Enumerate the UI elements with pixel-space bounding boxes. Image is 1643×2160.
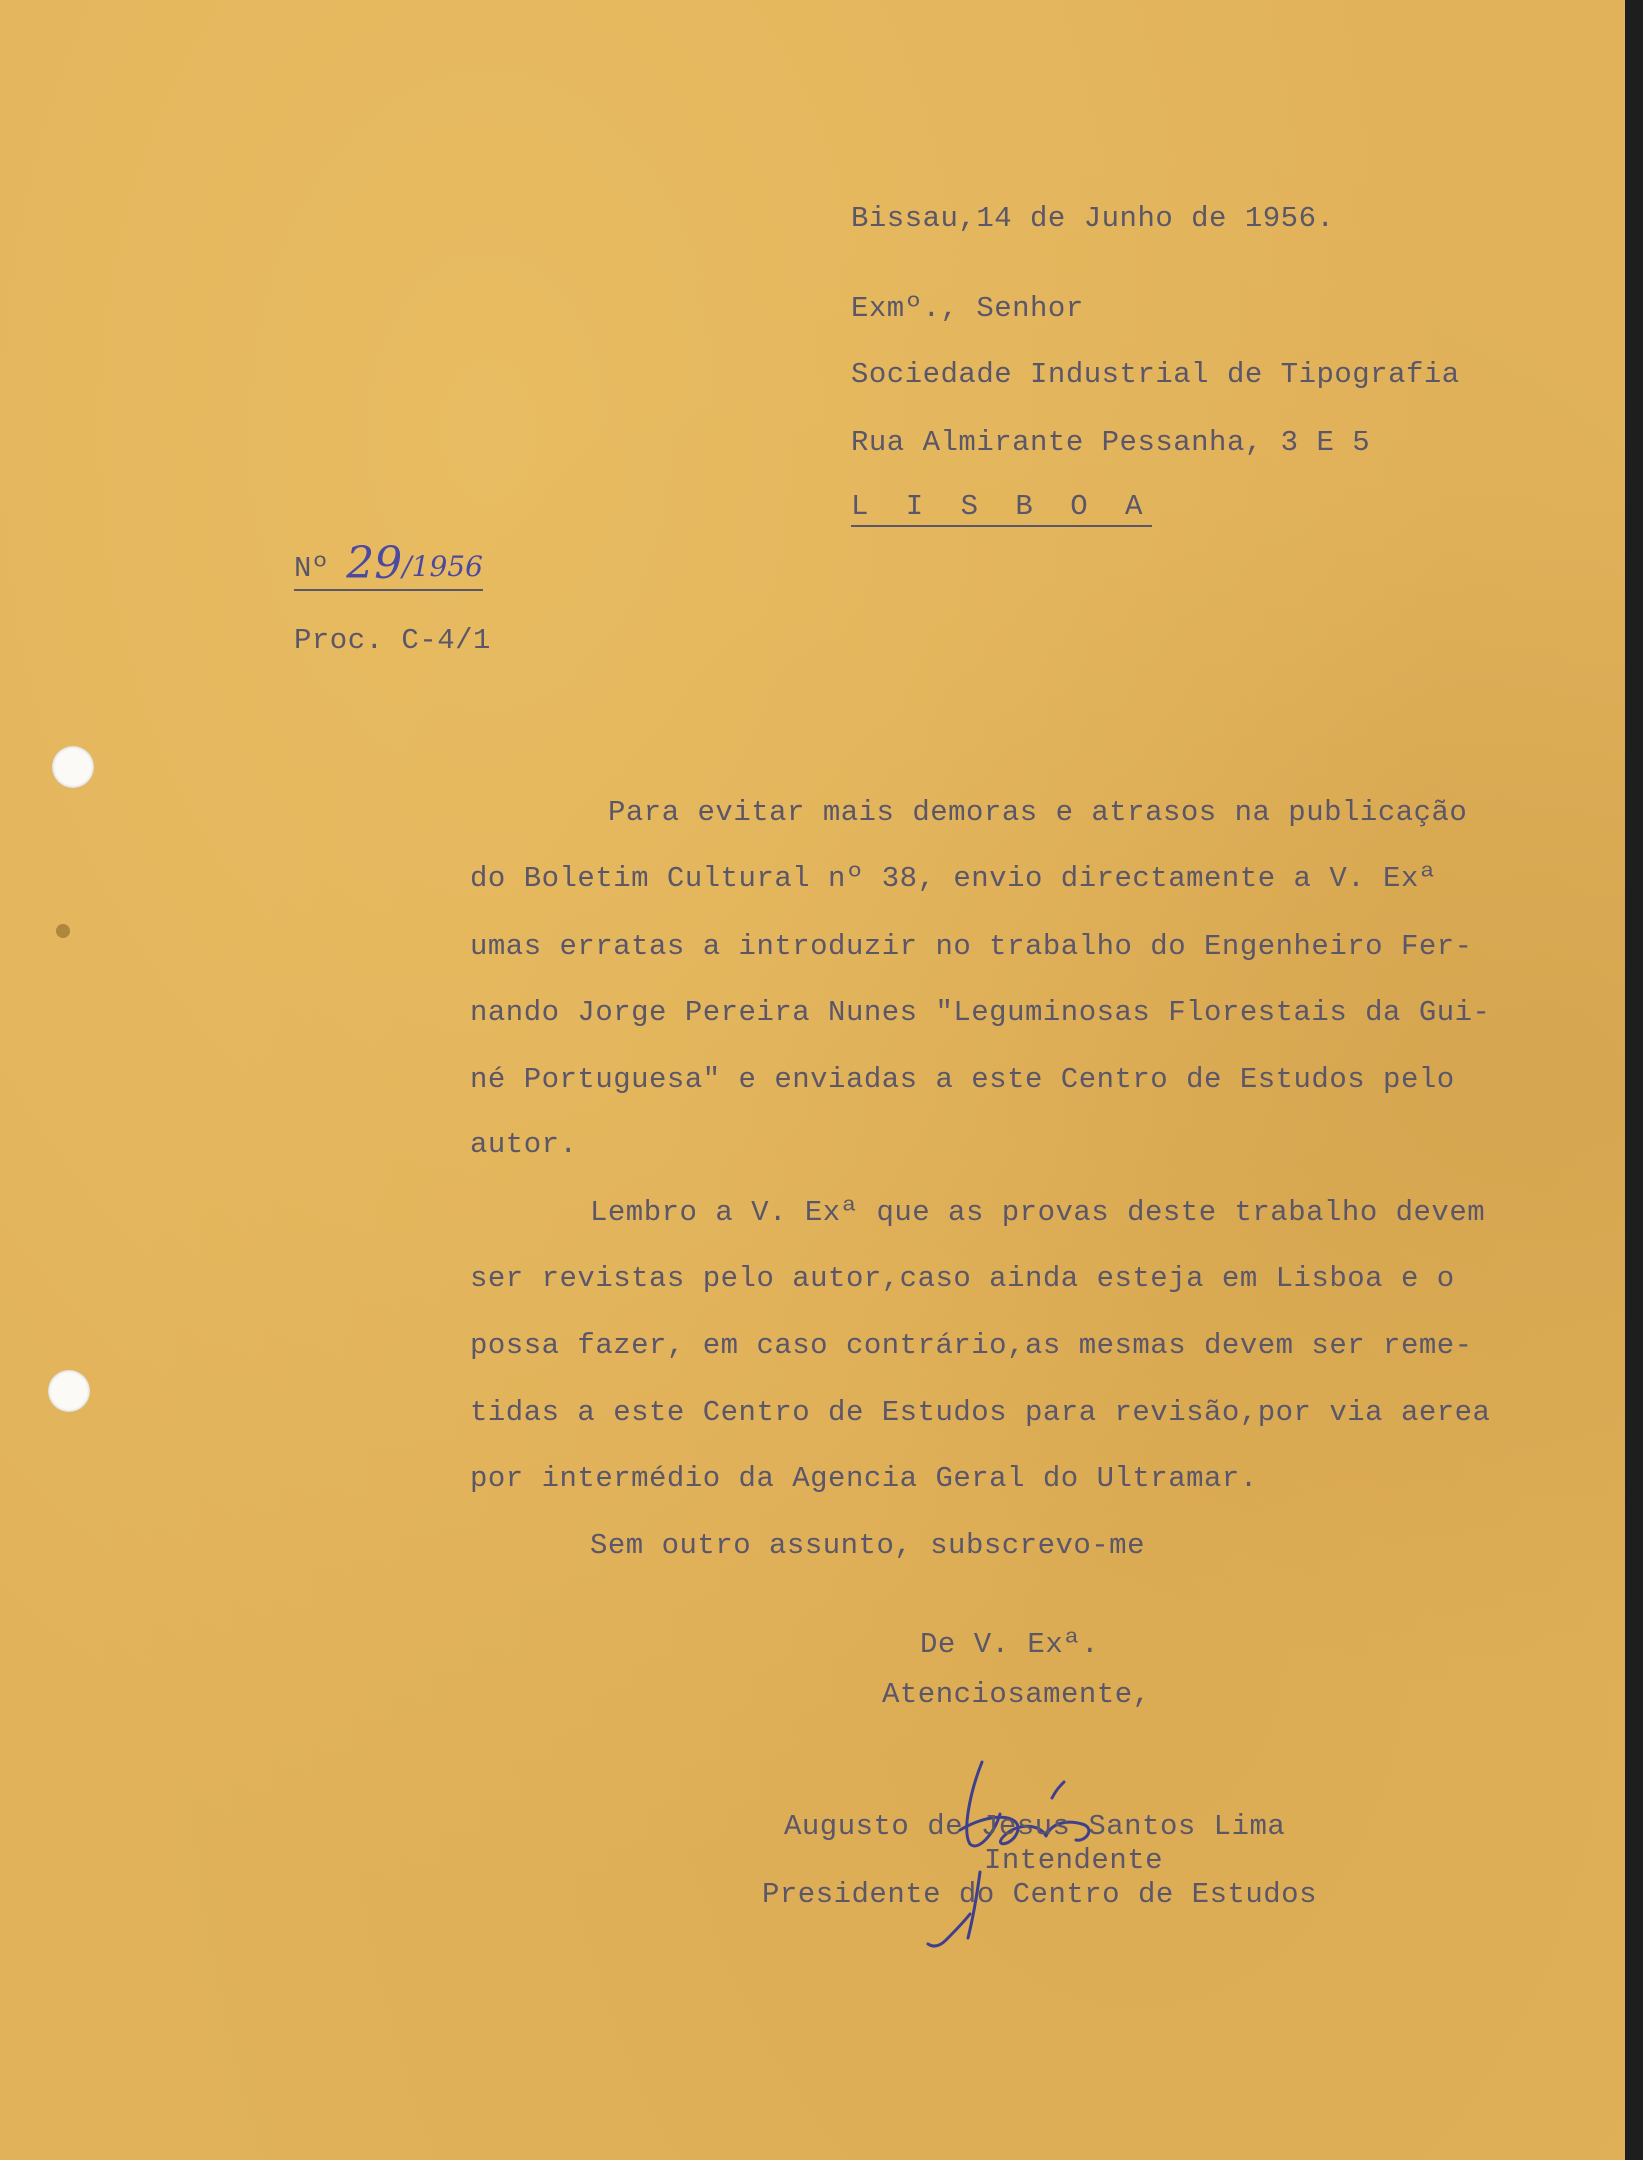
body-line: né Portuguesa" e enviadas a este Centro de Estudos pelo [470, 1063, 1455, 1096]
closing-line-2: Atenciosamente, [882, 1678, 1151, 1711]
punch-hole-top [52, 746, 94, 788]
addressee-salutation: Exmº., Senhor [851, 292, 1084, 325]
sender-title: Presidente do Centro de Estudos [762, 1878, 1317, 1911]
reference-underline [294, 538, 483, 591]
body-line: nando Jorge Pereira Nunes "Leguminosas Florestais da Gui- [470, 996, 1491, 1029]
addressee-street: Rua Almirante Pessanha, 3 E 5 [851, 426, 1371, 459]
scan-edge [1625, 0, 1643, 2160]
body-line: possa fazer, em caso contrário,as mesmas devem ser reme- [470, 1329, 1473, 1362]
body-line: umas erratas a introduzir no trabalho do Engenheiro Fer- [470, 930, 1473, 963]
reference-year: /1956 [402, 550, 483, 583]
body-line: Para evitar mais demoras e atrasos na publicação [608, 796, 1468, 829]
reference-prefix: Nº [294, 552, 329, 585]
check-mark [924, 1908, 974, 1952]
reference-number [294, 538, 483, 589]
body-line: por intermédio da Agencia Geral do Ultramar. [470, 1462, 1258, 1495]
body-line: Lembro a V. Exª que as provas deste trabalho devem [590, 1196, 1486, 1229]
closing-line-1: De V. Exª. [920, 1628, 1100, 1661]
body-line: do Boletim Cultural nº 38, envio directamente a V. Exª [470, 862, 1437, 895]
paper-blemish [56, 924, 70, 938]
date-line: Bissau,14 de Junho de 1956. [851, 202, 1335, 235]
body-line: tidas a este Centro de Estudos para revisão,por via aerea [470, 1396, 1491, 1429]
body-line: Sem outro assunto, subscrevo-me [590, 1529, 1145, 1562]
body-line: ser revistas pelo autor,caso ainda esteja em Lisboa e o [470, 1262, 1455, 1295]
addressee-company: Sociedade Industrial de Tipografia [851, 358, 1460, 391]
addressee-city: L I S B O A [851, 490, 1152, 527]
sender-name: Augusto de Jesus Santos Lima [784, 1810, 1286, 1843]
process-number: Proc. C-4/1 [294, 624, 491, 657]
body-line: autor. [470, 1128, 578, 1161]
punch-hole-bottom [48, 1370, 90, 1412]
sender-rank: Intendente [984, 1844, 1164, 1877]
reference-handwritten-number: 29 [346, 538, 403, 589]
